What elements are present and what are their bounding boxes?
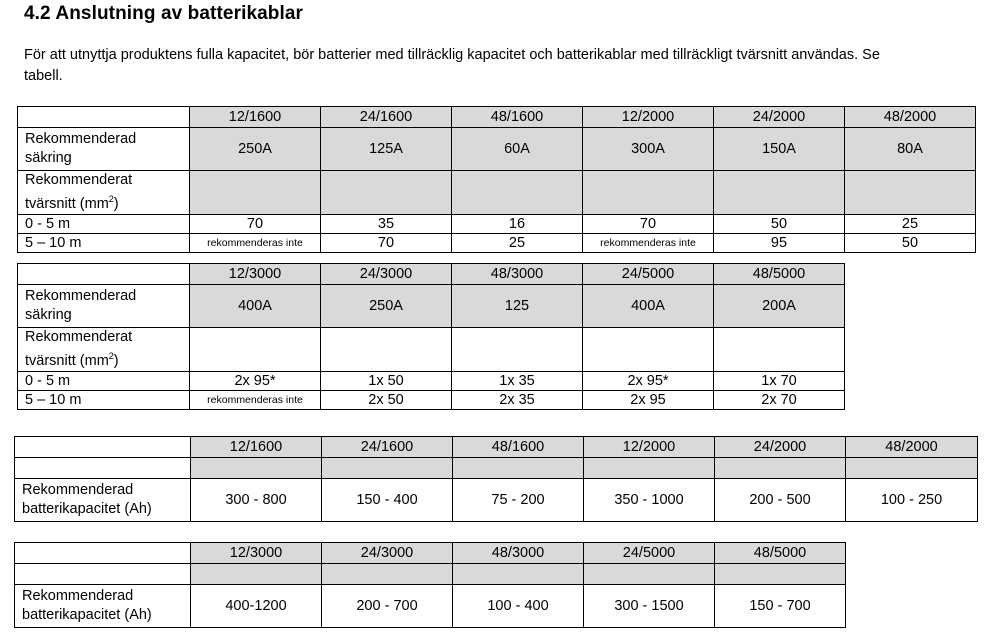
table-cell: 2x 95* [190,371,321,390]
spacer-row [15,458,978,479]
model-cell: 48/2000 [845,107,976,128]
range-short-label: 0 - 5 m [18,214,190,233]
cable-table-1600-2000 [17,106,976,253]
table-cell [452,171,583,215]
table-cell: 70 [321,233,452,252]
model-cell: 12/1600 [191,437,322,458]
blank-cell [191,564,322,585]
table-cell: 75 - 200 [453,479,584,522]
table-cell [714,171,845,215]
table-cell: 300 - 1500 [584,585,715,628]
model-cell: 24/1600 [322,437,453,458]
table-cell: 1x 50 [321,371,452,390]
capacity-row [15,585,846,628]
cross-section-label: Rekommenderat tvärsnitt $(mm^2)$ [18,171,190,215]
table-cell: 300 - 800 [191,479,322,522]
table-cell: 60A [452,128,583,171]
table-cell: 125A [321,128,452,171]
table-cell: 125 [452,285,583,328]
blank-cell [715,564,846,585]
table-cell: 200 - 500 [715,479,846,522]
blank-cell [322,564,453,585]
model-cell: 12/1600 [190,107,321,128]
range-short-label: 0 - 5 m [18,371,190,390]
table-cell: 50 [845,233,976,252]
model-cell: 24/5000 [583,264,714,285]
table-cell [583,171,714,215]
table-cell: 80A [845,128,976,171]
section-heading: 4.2 Anslutning av batterikablar [24,3,304,24]
model-cell: 24/2000 [715,437,846,458]
range-short-row [18,214,976,233]
model-cell: 48/2000 [846,437,978,458]
table-cell: 1x 70 [714,371,845,390]
range-long-row [18,390,845,409]
table-cell: 2x 35 [452,390,583,409]
fuse-row [18,285,845,328]
table-cell: 2x 95 [583,390,714,409]
table-cell: 100 - 250 [846,479,978,522]
intro-text [24,45,984,87]
table-cell: 150 - 700 [715,585,846,628]
table-cell: 70 [190,214,321,233]
model-cell: 48/1600 [453,437,584,458]
model-cell: 48/3000 [453,543,584,564]
table-cell [583,328,714,372]
fuse-row [18,128,976,171]
blank-cell [322,458,453,479]
table-cell: 100 - 400 [453,585,584,628]
model-cell: 24/5000 [584,543,715,564]
table-header-row [15,543,846,564]
table-cell: 2x 50 [321,390,452,409]
intro-line-1: För att utnyttja produktens fulla kapacitet, bör batterier med tillräcklig kapacitet och batterikablar med tillräckligt tvärsnitt användas. Se [24,47,880,63]
capacity-label: Rekommenderad batterikapacitet (Ah) [15,585,191,628]
table-cell: 400A [190,285,321,328]
corner-cell [18,107,190,128]
capacity-table-3000-5000 [14,542,846,628]
table-header-row [18,107,976,128]
cross-section-row [18,171,976,215]
table-cell: 2x 95* [583,371,714,390]
table-cell: 70 [583,214,714,233]
range-long-row [18,233,976,252]
table-cell: 25 [452,233,583,252]
range-short-row [18,371,845,390]
table-cell [321,328,452,372]
table-cell [321,171,452,215]
table-cell: 250A [321,285,452,328]
blank-cell [15,458,191,479]
model-cell: 48/1600 [452,107,583,128]
table-cell: 400A [583,285,714,328]
intro-line-2: tabell. [24,68,63,84]
cable-table-3000-5000 [17,263,845,410]
model-cell: 12/3000 [190,264,321,285]
model-cell: 48/3000 [452,264,583,285]
cross-section-label: Rekommenderat tvärsnitt $(mm^2)$ [18,328,190,372]
table-header-row [15,437,978,458]
model-cell: 24/1600 [321,107,452,128]
table-cell: 2x 70 [714,390,845,409]
table-cell: 300A [583,128,714,171]
table-cell: 150A [714,128,845,171]
model-cell: 12/3000 [191,543,322,564]
table-header-row [18,264,845,285]
range-long-label: 5 – 10 m [18,390,190,409]
blank-cell [15,564,191,585]
table-cell: 250A [190,128,321,171]
blank-cell [453,564,584,585]
table-cell: rekommenderas inte [190,233,321,252]
table-cell: 50 [714,214,845,233]
cross-section-row [18,328,845,372]
model-cell: 48/5000 [714,264,845,285]
model-cell: 24/2000 [714,107,845,128]
fuse-label: Rekommenderad säkring [18,128,190,171]
table-cell: rekommenderas inte [583,233,714,252]
model-cell: 24/3000 [321,264,452,285]
model-cell: 24/3000 [322,543,453,564]
table-cell: 95 [714,233,845,252]
blank-cell [191,458,322,479]
blank-cell [846,458,978,479]
table-cell [190,328,321,372]
blank-cell [715,458,846,479]
corner-cell [18,264,190,285]
corner-cell [15,543,191,564]
corner-cell [15,437,191,458]
table-cell: 16 [452,214,583,233]
table-cell: rekommenderas inte [190,390,321,409]
blank-cell [584,458,715,479]
table-cell: 150 - 400 [322,479,453,522]
table-cell: 35 [321,214,452,233]
table-cell [190,171,321,215]
table-cell [845,171,976,215]
blank-cell [453,458,584,479]
table-cell: 25 [845,214,976,233]
spacer-row [15,564,846,585]
table-cell [714,328,845,372]
capacity-row [15,479,978,522]
fuse-label: Rekommenderad säkring [18,285,190,328]
table-cell: 200A [714,285,845,328]
capacity-label: Rekommenderad batterikapacitet (Ah) [15,479,191,522]
table-cell: 200 - 700 [322,585,453,628]
range-long-label: 5 – 10 m [18,233,190,252]
model-cell: 12/2000 [584,437,715,458]
table-cell [452,328,583,372]
table-cell: 350 - 1000 [584,479,715,522]
blank-cell [584,564,715,585]
capacity-table-1600-2000 [14,436,978,522]
table-cell: 1x 35 [452,371,583,390]
model-cell: 48/5000 [715,543,846,564]
model-cell: 12/2000 [583,107,714,128]
table-cell: 400-1200 [191,585,322,628]
